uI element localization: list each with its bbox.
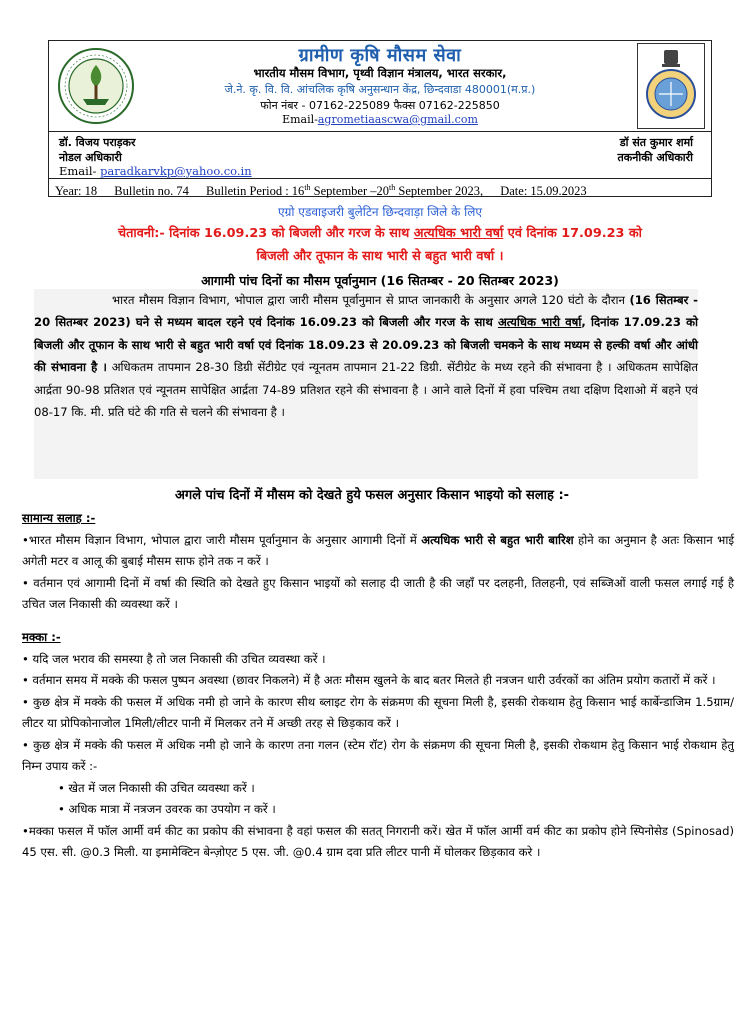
officers-block (48, 132, 712, 178)
phone-fax: फोन नंबर - 07162-225089 फैक्स 07162-225850 (260, 99, 500, 112)
maize-item-3: • कुछ क्षेत्र में मक्के की फसल में अधिक नमी हो जाने के कारण सीथ ब्लाइट रोग के संक्रमण की सूचना मिली है, इसकी रोकथाम हेतु किसान भाई कार्बेन्डाजिम 1.5ग्राम/लीटर या प्रोपिकोनाजोल 1मिली/लीटर पानी में मिलकर तने में अच्छी तरह से छिड़काव करें । (22, 694, 734, 730)
warning-emphasis: अत्यधिक भारी वर्षा (413, 226, 504, 241)
general-item-1-bold: अत्यधिक भारी से बहुत भारी बारिश (421, 532, 574, 547)
nodal-officer-role: नोडल अधिकारी (59, 151, 122, 164)
bulletin-period (206, 184, 483, 198)
general-item-1-text: •भारत मौसम विज्ञान विभाग, भोपाल द्वारा जारी मौसम पूर्वानुमान के अनुसार आगामी दिनों में (22, 532, 422, 547)
org-title: ग्रामीण कृषि मौसम सेवा (298, 45, 462, 66)
imd-emblem-icon (642, 48, 700, 124)
warning-line2: बिजली और तूफान के साथ भारी से बहुत भारी वर्षा । (256, 249, 504, 264)
period-sup-1: th (304, 183, 311, 192)
org-email-label: Email- (282, 113, 318, 126)
document-page (48, 40, 712, 289)
officer-email-link[interactable]: paradkarvkp@yahoo.co.in (100, 164, 252, 178)
maize-item-5: •मक्का फसल में फॉल आर्मी वर्म कीट का प्रकोप की संभावना है वहां फसल की सतत् निगरानी करें। खेत में फॉल आर्मी वर्म कीट का प्रकोप होने स्पिनोसेड (Spinosad) 45 एस. सी. @0.3 मिली. या इमामेक्टिन बेन्ज़ोएट 5 एस. जी. @0.4 ग्राम दवा प्रति लीटर पानी में घोलकर छिड़काव करे । (22, 823, 734, 859)
period-sup-2: th (389, 183, 396, 192)
technical-officer (618, 135, 693, 165)
bulletin-number: Bulletin no. 74 (114, 184, 189, 199)
bulletin-info-bar (48, 178, 712, 197)
maize-item-2: • वर्तमान समय में मक्के की फसल पुष्पन अवस्था (छावर निकलने) में है अतः मौसम खुलने के बाद बतर मिलते ही नत्रजन धारी उर्वरकों का अंतिम प्रयोग कतारों में करें । (22, 673, 716, 687)
imd-logo-frame (637, 43, 705, 129)
officer-email (59, 164, 252, 178)
forecast-text-1: भारत मौसम विज्ञान विभाग, भोपाल द्वारा जारी मौसम पूर्वानुमान से प्राप्त जानकारी के अनुसार अगले 120 घंटो के दौरान (112, 293, 630, 307)
period-end: September 2023, (395, 184, 484, 199)
forecast-text-2: अधिकतम तापमान 28-30 डिग्री सेंटीग्रेट एवं न्यूनतम तापमान 21-22 डिग्री. सेंटीग्रेट के मध्य रहने की संभावना है । अधिकतम सापेक्षित आर्द्रता 90-98 प्रतिशत एवं न्यूनतम सापेक्षित आर्द्रता 74-89 प्रतिशत रहने की संभावना है । आने वाले दिनों में हवा पश्चिम तथा दक्षिण दिशाओ में बहने एवं 08-17 कि. मी. प्रति घंटे की गति से चलने की संभावना है । (34, 360, 698, 420)
general-advice-heading: सामान्य सलाह :- (22, 511, 96, 525)
forecast-bold-2: , दिनांक 17.09.23 को बिजली और तूफान के साथ भारी से बहुत भारी वर्षा एवं दिनांक 18.09.23 से 20.09.23 को बिजली चमकने के साथ मध्यम से हल्की वर्षा और आंधी की संभावना है । (34, 315, 698, 375)
org-email (49, 113, 711, 126)
maize-heading: मक्का :- (22, 630, 61, 644)
officer-email-label: Email- (59, 164, 97, 178)
warning-part2: एवं दिनांक 17.09.23 को (503, 226, 642, 241)
forecast-emphasis: अत्यधिक भारी वर्षा (497, 315, 582, 330)
period-mid: September –20 (310, 184, 390, 199)
org-email-link[interactable]: agrometiaascwa@gmail.com (317, 113, 478, 126)
bulletin-year: Year: 18 (55, 184, 98, 199)
technical-officer-name: डॉ संत कुमार शर्मा (619, 136, 693, 149)
technical-officer-role: तकनीकी अधिकारी (617, 151, 693, 164)
maize-item-4: • कुछ क्षेत्र में मक्के की फसल में अधिक नमी हो जाने के कारण तना गलन (स्टेम रॉट) रोग के संक्रमण की सूचना मिली है, इसकी रोकथाम हेतु किसान भाई रोकथाम हेतु निम्न उपाय करें :- (22, 737, 734, 773)
warning-part1: चेतावनी:- दिनांक 16.09.23 को बिजली और गरज के साथ (118, 226, 414, 241)
farmer-advice-heading: अगले पांच दिनों में मौसम को देखते हुये फसल अनुसार किसान भाइयो को सलाह :- (174, 488, 570, 503)
weather-warning (48, 222, 712, 268)
forecast-heading: आगामी पांच दिनों का मौसम पूर्वानुमान (16 सितम्बर - 20 सितम्बर 2023) (201, 273, 559, 288)
general-advice-section (22, 508, 734, 616)
bulletin-date: Date: 15.09.2023 (500, 184, 587, 199)
nodal-officer (59, 135, 136, 165)
period-start: Bulletin Period : 16 (206, 184, 305, 199)
advisory-title: एग्रो एडवाइजरी बुलेटिन छिन्दवाड़ा जिले के लिए (277, 205, 482, 219)
forecast-bold-1: (16 सितम्बर - 20 सितम्बर 2023) घने से मध्यम बादल रहने एवं दिनांक 16.09.23 को बिजली और गरज के साथ (34, 293, 698, 330)
general-item-1-tail: होने का अनुमान है अतः किसान भाई अगेती मटर व आलू की बुबाई मौसम साफ होने तक न करें । (22, 532, 735, 568)
forecast-paragraph (34, 289, 698, 479)
general-advice-item-1 (22, 530, 734, 573)
center-address: जे.ने. कृ. वि. वि. आंचलिक कृषि अनुसन्धान केंद्र, छिन्दवाडा 480001(म.प्र.) (224, 83, 536, 96)
letterhead (48, 40, 712, 132)
ministry-line: भारतीय मौसम विभाग, पृथ्वी विज्ञान मंत्रालय, भारत सरकार, (253, 66, 507, 80)
maize-subitem-1: • खेत में जल निकासी की उचित व्यवस्था करें । (58, 780, 255, 795)
general-advice-item-2: • वर्तमान एवं आगामी दिनों में वर्षा की स्थिति को देखते हुए किसान भाइयों को सलाह दी जाती है की जहाँ पर दलहनी, तिलहनी, एवं सब्जिओं वाली फसल लगाई गई है उचित जल निकासी की व्यवस्था करें । (22, 575, 734, 611)
maize-subitem-2: • अधिक मात्रा में नत्रजन उवरक का उपयोग न करें । (58, 802, 276, 816)
maize-advice-section (22, 627, 734, 864)
maize-item-1: • यदि जल भराव की समस्या है तो जल निकासी की उचित व्यवस्था करें । (22, 651, 326, 666)
nodal-officer-name: डॉ. विजय पराड़कर (59, 136, 136, 149)
